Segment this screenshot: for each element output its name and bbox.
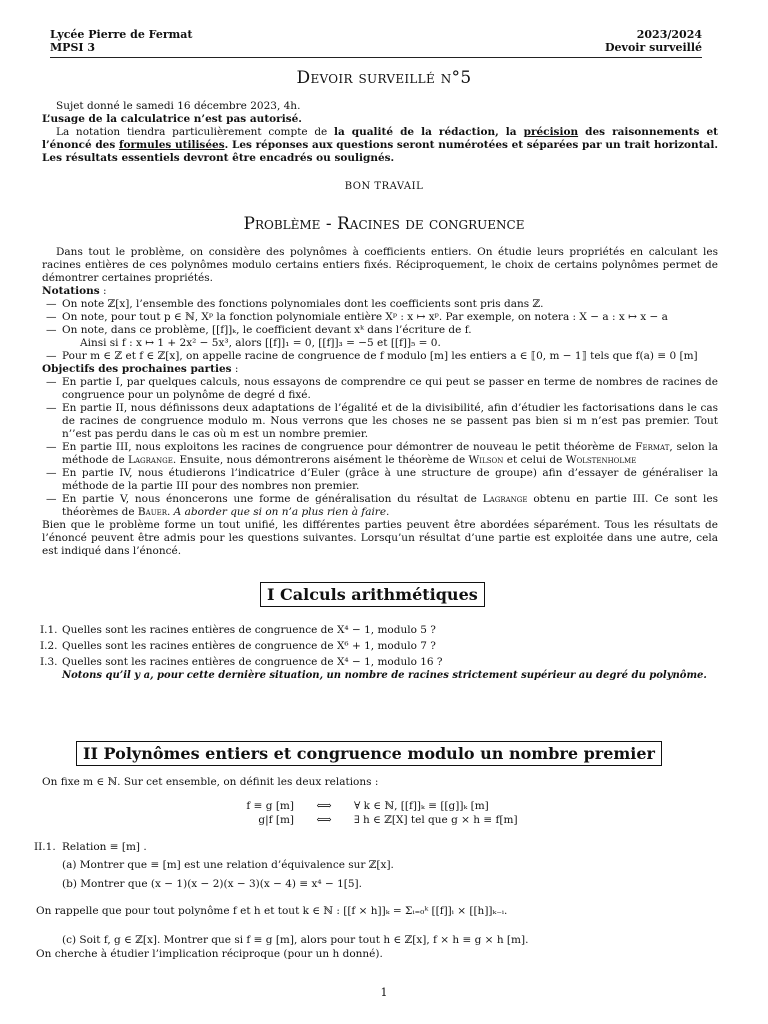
name-fermat: Fermat: [635, 441, 670, 453]
objectifs-colon: :: [231, 363, 239, 375]
exam-date: Sujet donné le samedi 16 décembre 2023, 4h.: [56, 100, 301, 112]
school-name: Lycée Pierre de Fermat: [50, 28, 193, 41]
question-text: Quelles sont les racines entières de congruence de X⁶ + 1, modulo 7 ?: [62, 640, 436, 652]
header-divider: [50, 57, 702, 58]
objectifs-heading: [42, 363, 718, 376]
relation-divisibility: [236, 814, 518, 827]
notation-text-1: La notation tiendra particulièrement compte de: [56, 126, 334, 138]
list-item: — On note, pour tout p ∈ ℕ, Xᵖ la fonction polynomiale entière Xᵖ : x ↦ xᵖ. Par exemple, on notera : X − a : x ↦ x − a: [46, 311, 668, 323]
name-wilson: Wilson: [468, 454, 504, 466]
probleme-closing: Bien que le problème forme un tout unifié, les différentes parties peuvent être abordées séparément. Tous les résultats de l’énoncé peuvent être admis pour les questions suivantes. Lorsqu’un résultat d’une partie est exploitée dans une autre, cela est indiqué dans l’énoncé.: [42, 519, 718, 557]
relation-2-left: g|f [m]: [258, 814, 294, 826]
exam-kind: Devoir surveillé: [605, 41, 702, 54]
relation-1-right: ∀ k ∈ ℕ, [[f]]ₖ ≡ [[g]]ₖ [m]: [354, 800, 489, 812]
notation-3: On note, dans ce problème, [[f]]ₖ, le coefficient devant xᵏ dans l’écriture de f.: [62, 324, 472, 336]
page-number: 1: [380, 986, 388, 999]
list-item: — On note ℤ[x], l’ensemble des fonctions polynomiales dont les coefficients sont pris dans ℤ.: [46, 298, 544, 310]
question-ii1b: (b) Montrer que (x − 1)(x − 2)(x − 3)(x − 4) ≡ x⁴ − 1[5].: [62, 878, 362, 890]
bon-travail: BON TRAVAIL: [344, 181, 424, 192]
question-text: Quelles sont les racines entières de congruence de X⁴ − 1, modulo 16 ?: [62, 656, 443, 668]
list-item: — On note, dans ce problème, [[f]]ₖ, le coefficient devant xᵏ dans l’écriture de f. Ainsi si f : x ↦ 1 + 2x² − 5x³, alors [[f]]₁ = 0, [[f]]₃ = −5 et [[f]]₅ = 0.: [46, 324, 472, 349]
class-name: MPSI 3: [50, 41, 96, 54]
part-1-note: Notons qu’il y a, pour cette dernière situation, un nombre de racines strictement supérieur au degré du polynôme.: [62, 670, 707, 681]
header-left: [50, 28, 193, 54]
probleme-intro: Dans tout le problème, on considère des polynômes à coefficients entiers. On étudie leurs propriétés en calculant les racines entières de ces polynômes modulo certains entiers fixés. Réciproquement, le choix de certains polynômes permet de démontrer certaines propriétés.: [42, 246, 718, 284]
calculator-rule: L’usage de la calculatrice n’est pas autorisé.: [42, 113, 302, 125]
relation-2-equiv: ⟺: [316, 814, 332, 826]
name-bauer: Bauer: [137, 506, 167, 518]
objectif-1: En partie I, par quelques calculs, nous essayons de comprendre ce qui peut se passer en terme de nombres de racines de congruence pour un polynôme de degré d fixé.: [62, 376, 718, 401]
list-item: — En partie I, par quelques calculs, nous essayons de comprendre ce qui peut se passer en terme de nombres de racines de congruence pour un polynôme de degré d fixé.: [46, 376, 718, 401]
name-lagrange-2: Lagrange: [482, 493, 528, 505]
objectif-2: En partie II, nous définissons deux adaptations de l’égalité et de la divisibilité, afin d’étudier les factorisations dans le cas de racines de congruence modulo m. Nous verrons que les choses ne se passent pas bien si m n’est pas premier. Tout n’’est pas perdu dans le cas où m est un nombre premier.: [62, 402, 718, 440]
question-number: II.1.: [34, 841, 56, 853]
objectif-3-a: En partie III, nous exploitons les racines de congruence pour démontrer de nouveau le petit théorème de: [62, 441, 636, 453]
objectif-3-d: et celui de: [503, 454, 566, 466]
question-ii1: [34, 841, 714, 854]
question-i1: [40, 624, 720, 637]
reciprocal-note: On cherche à étudier l’implication réciproque (pour un h donné).: [36, 948, 383, 960]
question-ii1c: (c) Soit f, g ∈ ℤ[x]. Montrer que si f ≡ g [m], alors pour tout h ∈ ℤ[x], f × h ≡ g × h [m].: [62, 934, 529, 946]
notation-4: Pour m ∈ ℤ et f ∈ ℤ[x], on appelle racine de congruence de f modulo [m] les entiers a ∈ ⟦0, m − 1⟧ tels que f(a) ≡ 0 [m]: [62, 350, 698, 362]
list-item: — Pour m ∈ ℤ et f ∈ ℤ[x], on appelle racine de congruence de f modulo [m] les entiers a ∈ ⟦0, m − 1⟧ tels que f(a) ≡ 0 [m]: [46, 350, 698, 362]
notation-paragraph: [42, 126, 718, 165]
notations-label: Notations: [42, 285, 100, 297]
header-right: [605, 28, 702, 54]
objectif-3-b: , selon la méthode de: [62, 441, 718, 466]
part-2-title: II Polynômes entiers et congruence modulo un nombre premier: [76, 741, 662, 766]
probleme-block: [42, 246, 718, 558]
question-ii1a: (a) Montrer que ≡ [m] est une relation d’équivalence sur ℤ[x].: [62, 859, 394, 871]
objectif-3-c: . Ensuite, nous démontrerons aisément le théorème de: [172, 454, 469, 466]
notation-1: On note ℤ[x], l’ensemble des fonctions polynomiales dont les coefficients sont pris dans ℤ.: [62, 298, 544, 310]
part-2-intro: On fixe m ∈ ℕ. Sur cet ensemble, on définit les deux relations :: [42, 776, 379, 788]
intro-block: [42, 100, 718, 165]
list-item: — En partie IV, nous étudierons l’indicatrice d’Euler (grâce à une structure de groupe) afin d’essayer de généraliser la méthode de la partie III pour des nombres non premier.: [46, 467, 718, 492]
notations-colon: :: [99, 285, 107, 297]
notations-list: [42, 298, 718, 363]
question-number: I.3.: [40, 656, 58, 668]
list-item: — En partie II, nous définissons deux adaptations de l’égalité et de la divisibilité, afin d’étudier les factorisations dans le cas de racines de congruence modulo m. Nous verrons que les choses ne se passent pas bien si m n’est pas premier. Tout n’’est pas perdu dans le cas où m est un nombre premier.: [46, 402, 718, 440]
question-text: Relation ≡ [m] .: [62, 841, 147, 853]
relation-1-left: f ≡ g [m]: [246, 800, 294, 812]
name-lagrange: Lagrange: [128, 454, 173, 466]
exam-title: Devoir surveillé n°5: [296, 68, 472, 88]
relation-1-equiv: ⟺: [316, 800, 332, 812]
list-item: — En partie III, nous exploitons les racines de congruence pour démontrer de nouveau le petit théorème de Fermat, selon la méthode de Lagrange. Ensuite, nous démontrerons aisément le théorème de Wilson et celui de Wolstenholme: [46, 441, 718, 466]
notation-3-example: Ainsi si f : x ↦ 1 + 2x² − 5x³, alors [[f]]₁ = 0, [[f]]₃ = −5 et [[f]]₅ = 0.: [80, 337, 441, 349]
question-number: I.1.: [40, 624, 58, 636]
question-i2: [40, 640, 720, 653]
objectif-5-c: .: [166, 506, 174, 518]
notation-2: On note, pour tout p ∈ ℕ, Xᵖ la fonction polynomiale entière Xᵖ : x ↦ xᵖ. Par exemple, on notera : X − a : x ↦ x − a: [62, 311, 668, 323]
list-item: — En partie V, nous énoncerons une forme de généralisation du résultat de Lagrange obtenu en partie III. Ce sont les théorèmes de Bauer. A aborder que si on n’a plus rien à faire.: [46, 493, 718, 518]
objectifs-label: Objectifs des prochaines parties: [42, 363, 232, 375]
objectif-4: En partie IV, nous étudierons l’indicatrice d’Euler (grâce à une structure de groupe) afin d’essayer de généraliser la méthode de la partie III pour des nombres non premier.: [62, 467, 718, 492]
part-1-title: I Calculs arithmétiques: [260, 582, 485, 607]
question-i3: [40, 656, 720, 669]
name-wolstenholme: Wolstenholme: [565, 454, 637, 466]
objectif-5-b: obtenu en partie III. Ce sont les théorèmes de: [62, 493, 718, 518]
notations-heading: [42, 285, 718, 298]
notation-text-3: précision: [523, 126, 579, 138]
school-year: 2023/2024: [636, 28, 702, 41]
question-text: Quelles sont les racines entières de congruence de X⁴ − 1, modulo 5 ?: [62, 624, 436, 636]
notation-text-5: formules utilisées: [118, 139, 225, 151]
objectif-5-italic: A aborder que si on n’a plus rien à faire.: [173, 506, 390, 518]
relation-congruence: [236, 800, 489, 813]
probleme-title: Problème - Racines de congruence: [243, 214, 525, 234]
question-number: I.2.: [40, 640, 58, 652]
objectifs-list: [42, 376, 718, 519]
notation-text-2: la qualité de la rédaction, la: [333, 126, 524, 138]
notation-text-6: . Les réponses aux questions seront numérotées et séparées par un trait horizontal. Les résultats essentiels devront être encadrés ou soulignés.: [42, 139, 718, 164]
notation-text-4: des raisonnements et l’énoncé des: [42, 126, 718, 151]
relation-2-right: ∃ h ∈ ℤ[X] tel que g × h ≡ f[m]: [354, 814, 518, 826]
rappel-formula: On rappelle que pour tout polynôme f et h et tout k ∈ ℕ : [[f × h]]ₖ = Σᵢ₌₀ᵏ [[f]]ᵢ × [[h]]ₖ₋ᵢ.: [36, 905, 508, 917]
objectif-5-a: En partie V, nous énoncerons une forme de généralisation du résultat de: [62, 493, 483, 505]
